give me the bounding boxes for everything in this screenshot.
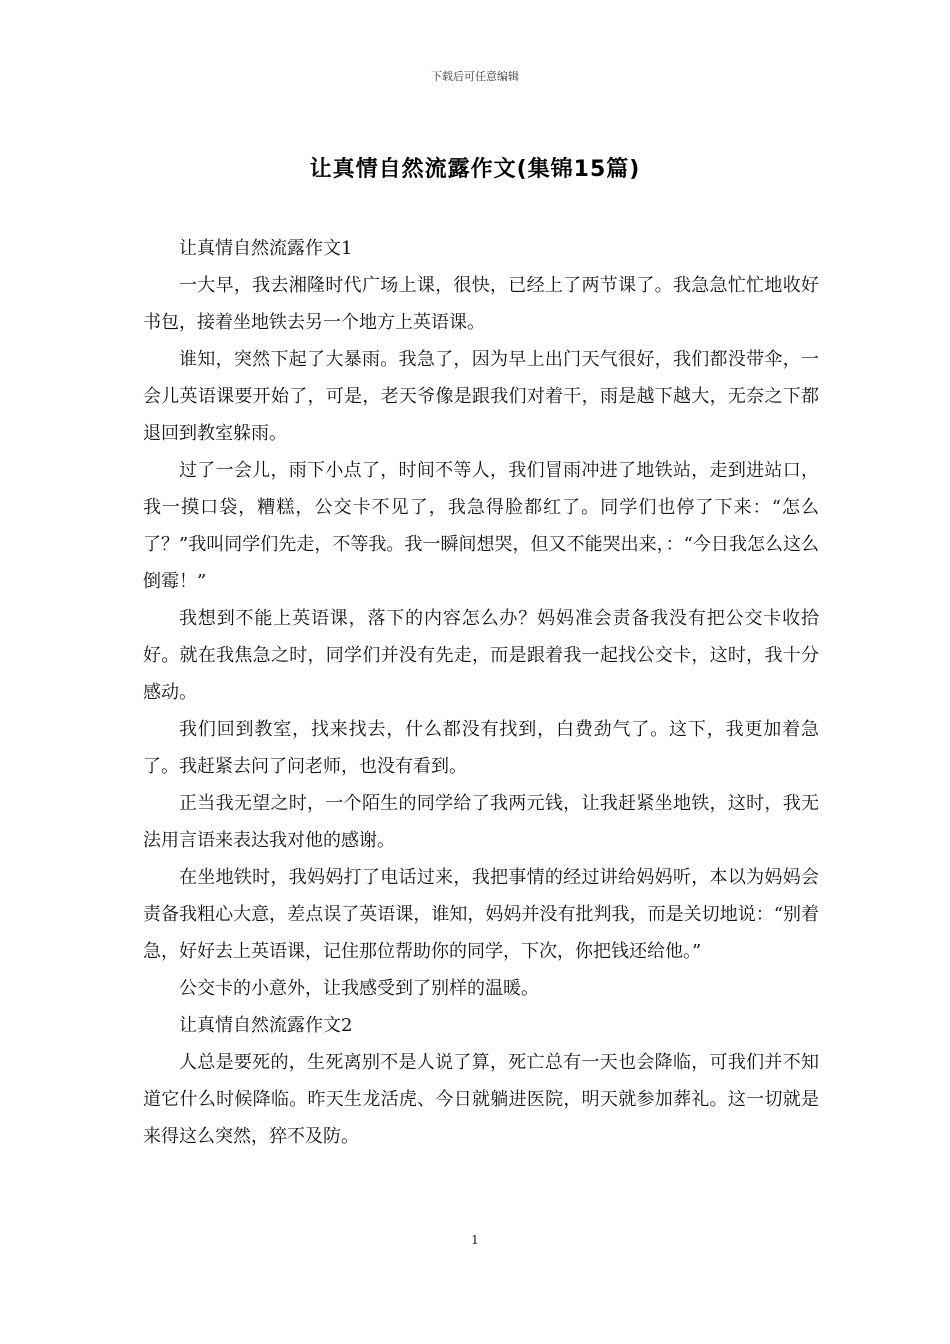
paragraph: 我想到不能上英语课，落下的内容怎么办？妈妈准会责备我没有把公交卡收拾好。就在我焦急之时，同学们并没有先走，而是跟着我一起找公交卡，这时，我十分感动。 [143, 608, 819, 703]
paragraph: 我们回到教室，找来找去，什么都没有找到，白费劲气了。这下，我更加着急了。我赶紧去问了问老师，也没有看到。 [143, 719, 819, 777]
paragraph: 人总是要死的，生死离别不是人说了算，死亡总有一天也会降临，可我们并不知道它什么时候降临。昨天生龙活虎、今日就躺进医院，明天就参加葬礼。这一切就是来得这么突然，猝不及防。 [143, 1052, 819, 1147]
section-heading-2: 让真情自然流露作文2 [179, 1015, 353, 1036]
page-number: 1 [471, 1233, 479, 1247]
paragraph: 过了一会儿，雨下小点了，时间不等人，我们冒雨冲进了地铁站，走到进站口，我一摸口袋，糟糕，公交卡不见了，我急得脸都红了。同学们也停了下来：“怎么了？”我叫同学们先走，不等我。我一瞬间想哭，但又不能哭出来，：“今日我怎么这么倒霉！” [143, 460, 819, 592]
document-title: 让真情自然流露作文(集锦15篇) [309, 157, 641, 182]
paragraph: 在坐地铁时，我妈妈打了电话过来，我把事情的经过讲给妈妈听，本以为妈妈会责备我粗心大意，差点误了英语课，谁知，妈妈并没有批判我，而是关切地说：“别着急，好好去上英语课，记住那位帮助你的同学，下次，你把钱还给他。” [143, 867, 819, 962]
document-body [143, 230, 819, 1155]
section-heading-1: 让真情自然流露作文1 [179, 238, 353, 259]
paragraph: 公交卡的小意外，让我感受到了别样的温暖。 [179, 978, 539, 999]
paragraph: 正当我无望之时，一个陌生的同学给了我两元钱，让我赶紧坐地铁，这时，我无法用言语来表达我对他的感谢。 [143, 793, 819, 851]
header-note: 下载后可任意编辑 [431, 70, 519, 83]
paragraph: 谁知，突然下起了大暴雨。我急了，因为早上出门天气很好，我们都没带伞，一会儿英语课要开始了，可是，老天爷像是跟我们对着干，雨是越下越大，无奈之下都退回到教室躲雨。 [143, 349, 819, 444]
paragraph: 一大早，我去湘隆时代广场上课，很快，已经上了两节课了。我急急忙忙地收好书包，接着坐地铁去另一个地方上英语课。 [143, 275, 819, 333]
